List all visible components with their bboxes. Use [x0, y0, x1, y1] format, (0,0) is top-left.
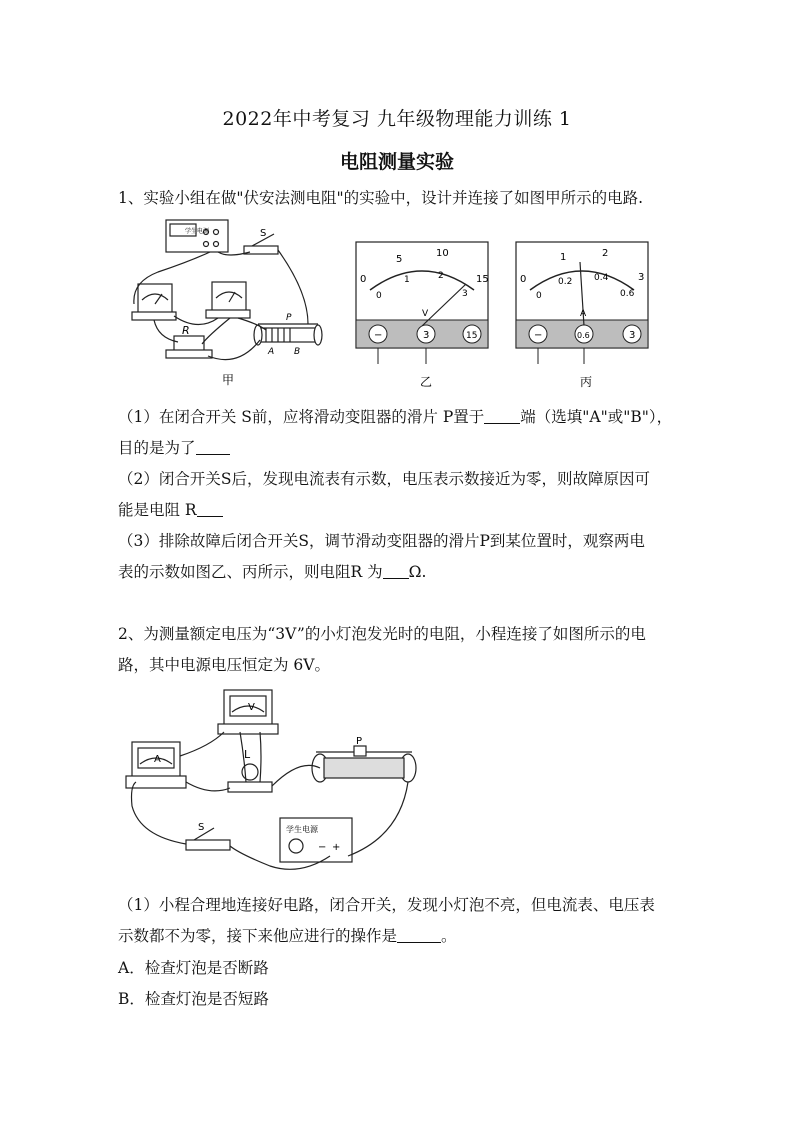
v-inner-2: 2: [438, 271, 444, 281]
q2-terminal-plus: +: [332, 842, 341, 853]
a-term-minus: −: [534, 330, 543, 341]
q1-sub3-blank[interactable]: [383, 564, 409, 579]
a-term-3: 3: [629, 330, 636, 341]
figure-caption-jia: 甲: [222, 373, 235, 387]
a-outer-0: 0: [520, 274, 527, 285]
figure-caption-yi: 乙: [420, 375, 433, 389]
q2-sub1-line1: （1）小程合理地连接好电路，闭合开关，发现小灯泡不亮，但电流表、电压表: [118, 896, 655, 914]
q1-sub1-text-a: （1）在闭合开关 S前，应将滑动变阻器的滑片 P置于: [118, 408, 485, 426]
question-2-stem-line1: 2、为测量额定电压为“3V”的小灯泡发光时的电阻，小程连接了如图所示的电: [118, 625, 646, 643]
v-outer-0: 0: [360, 274, 367, 285]
figure-caption-bing: 丙: [580, 375, 593, 389]
v-inner-1: 1: [404, 275, 410, 285]
v-inner-3: 3: [462, 289, 468, 299]
v-term-15: 15: [466, 331, 478, 341]
v-outer-15: 15: [476, 274, 489, 285]
q1-sub1-line2: [118, 436, 230, 458]
resistor-label: R: [182, 324, 190, 337]
q2-slider-label: P: [356, 736, 363, 747]
q2-sub1-text-b: 示数都不为零，接下来他应进行的操作是: [118, 927, 398, 945]
a-unit: A: [580, 309, 587, 319]
q1-sub3-text-c: Ω.: [408, 563, 427, 581]
page-title: 2022年中考复习 九年级物理能力训练 1: [222, 108, 572, 130]
q2-terminal-minus: −: [318, 842, 327, 853]
q2-sub1-text-c: 。: [441, 927, 457, 945]
q1-sub1-blank-2[interactable]: [196, 440, 230, 455]
v-outer-5: 5: [396, 254, 403, 265]
a-outer-2: 2: [602, 248, 609, 259]
a-inner-06: 0.6: [620, 289, 635, 299]
q2-ammeter-label: A: [154, 754, 161, 765]
v-term-3: 3: [423, 330, 430, 341]
q1-sub1-text-b: 端（选填"A"或"B"），: [520, 408, 673, 426]
q2-sub1-blank[interactable]: [397, 928, 441, 943]
figure-jia-circuit: [118, 212, 340, 390]
v-inner-0: 0: [376, 291, 382, 301]
q2-option-a[interactable]: A．检查灯泡是否断路: [118, 959, 269, 977]
figure-bing-ammeter: [514, 240, 654, 390]
question-1-stem: 1、实验小组在做"伏安法测电阻"的实验中，设计并连接了如图甲所示的电路.: [118, 189, 644, 207]
q1-sub2-text-b: 能是电阻 R: [118, 501, 197, 519]
q1-sub2-line2: [118, 498, 223, 520]
q1-sub2-blank[interactable]: [197, 502, 223, 517]
q2-switch-label: S: [198, 822, 205, 833]
q1-sub1-text-c: 目的是为了: [118, 439, 196, 457]
slider-label: P: [286, 313, 292, 323]
q1-sub3-line1: （3）排除故障后闭合开关S，调节滑动变阻器的滑片P到某位置时，观察两电: [118, 532, 645, 550]
switch-label: S: [260, 228, 267, 239]
section-title: 电阻测量实验: [339, 151, 454, 173]
a-term-06: 0.6: [577, 331, 590, 340]
a-outer-3: 3: [638, 272, 645, 283]
q1-sub3-line2: [118, 560, 426, 582]
figure-yi-voltmeter: [354, 240, 494, 390]
q2-sub1-line2: [118, 924, 457, 946]
v-outer-10: 10: [436, 248, 449, 259]
figure-q2-circuit: [120, 686, 440, 876]
q1-sub2-line1: （2）闭合开关S后，发现电流表有示数，电压表示数接近为零，则故障原因可: [118, 470, 650, 488]
a-outer-1: 1: [560, 252, 567, 263]
a-inner-0: 0: [536, 291, 542, 301]
q1-sub1-line1: [118, 405, 672, 427]
v-term-minus: −: [374, 330, 383, 341]
svg-text:学生电源: 学生电源: [185, 228, 210, 235]
end-a-label: A: [268, 347, 275, 357]
q2-lamp-label: L: [244, 748, 251, 761]
v-unit: V: [422, 309, 429, 319]
end-b-label: B: [294, 347, 301, 357]
q2-option-b[interactable]: B．检查灯泡是否短路: [118, 990, 269, 1008]
q1-sub3-text-b: 表的示数如图乙、丙所示，则电阻R 为: [118, 563, 383, 581]
q2-voltmeter-label: V: [248, 702, 255, 713]
a-inner-02: 0.2: [558, 277, 573, 287]
a-inner-04: 0.4: [594, 273, 609, 283]
q1-sub1-blank-1[interactable]: [484, 409, 520, 424]
q2-power-label: 学生电源: [286, 825, 318, 834]
question-2-stem-line2: 路，其中电源电压恒定为 6V。: [118, 656, 330, 674]
